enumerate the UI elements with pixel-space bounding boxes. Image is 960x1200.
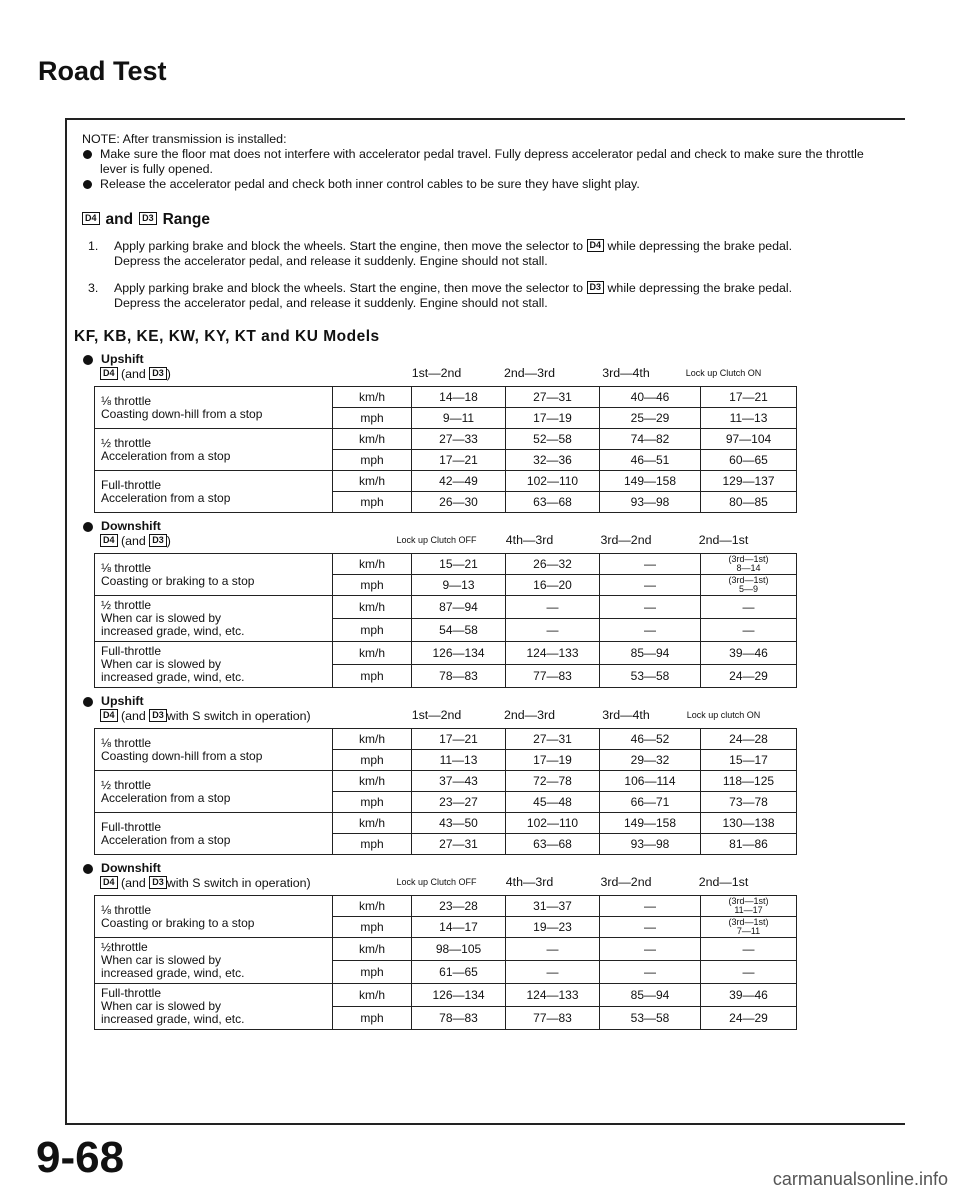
- section-subtitle: D4 (and D3 with S switch in operation): [82, 876, 390, 891]
- table-row: [95, 642, 797, 665]
- value-cell: —: [701, 619, 797, 642]
- value-cell: 26—32: [506, 554, 600, 575]
- value-cell: 17—19: [506, 750, 600, 771]
- unit-cell: km/h: [333, 729, 412, 750]
- gear-d4-icon: D4: [100, 709, 118, 722]
- value-cell: 130—138: [701, 813, 797, 834]
- section-header: [82, 694, 892, 724]
- gear-d3-icon: D3: [149, 876, 167, 889]
- range-heading: D4 and D3 Range: [82, 212, 892, 227]
- value-cell: 27—33: [412, 429, 506, 450]
- unit-cell: mph: [333, 961, 412, 984]
- value-cell: 39—46: [701, 984, 797, 1007]
- value-cell: —: [600, 961, 701, 984]
- value-cell: 45—48: [506, 792, 600, 813]
- value-cell: 17—21: [412, 450, 506, 471]
- value-cell: 40—46: [600, 387, 701, 408]
- bullet-icon: [83, 697, 93, 707]
- unit-cell: mph: [333, 408, 412, 429]
- value-cell: 129—137: [701, 471, 797, 492]
- value-cell: 46—52: [600, 729, 701, 750]
- value-cell: 11—13: [701, 408, 797, 429]
- value-cell: 126—134: [412, 984, 506, 1007]
- frame-left-rule: [65, 118, 67, 1123]
- value-cell: 106—114: [600, 771, 701, 792]
- value-cell: 31—37: [506, 896, 600, 917]
- value-cell: —: [600, 938, 701, 961]
- page-title: Road Test: [38, 56, 167, 86]
- value-cell: —: [600, 575, 701, 596]
- condition-cell: Full-throttle Acceleration from a stop: [95, 471, 333, 513]
- value-cell: 149—158: [600, 471, 701, 492]
- value-cell: 53—58: [600, 1007, 701, 1030]
- column-header: Lock up Clutch OFF: [396, 535, 477, 545]
- value-cell: 74—82: [600, 429, 701, 450]
- value-cell: 42—49: [412, 471, 506, 492]
- value-cell: —: [701, 938, 797, 961]
- condition-cell: Full-throttle Acceleration from a stop: [95, 813, 333, 855]
- value-cell: 53—58: [600, 665, 701, 688]
- table-row: [95, 938, 797, 961]
- value-cell: 43—50: [412, 813, 506, 834]
- value-cell: 66—71: [600, 792, 701, 813]
- unit-cell: km/h: [333, 984, 412, 1007]
- table-row: [95, 387, 797, 408]
- value-cell: 24—29: [701, 1007, 797, 1030]
- column-header: Lock up Clutch ON: [685, 368, 762, 378]
- value-cell: 85—94: [600, 642, 701, 665]
- shift-speed-sections: [82, 352, 892, 1030]
- value-cell: —: [600, 619, 701, 642]
- table-row: [95, 554, 797, 575]
- value-cell: 78—83: [412, 1007, 506, 1030]
- unit-cell: km/h: [333, 387, 412, 408]
- condition-cell: Full-throttle When car is slowed by increased grade, wind, etc.: [95, 984, 333, 1030]
- gear-d3-icon: D3: [587, 281, 605, 294]
- value-cell: —: [506, 938, 600, 961]
- value-cell: 24—28: [701, 729, 797, 750]
- value-cell: 27—31: [412, 834, 506, 855]
- value-cell: 27—31: [506, 729, 600, 750]
- value-cell: 77—83: [506, 665, 600, 688]
- section-title: Downshift: [82, 519, 390, 534]
- column-header: 3rd—4th: [602, 708, 650, 722]
- column-header: 2nd—1st: [698, 533, 749, 547]
- value-cell: 60—65: [701, 450, 797, 471]
- bullet-icon: [83, 180, 92, 189]
- value-cell: —: [600, 896, 701, 917]
- gear-d4-icon: D4: [587, 239, 605, 252]
- gear-d3-icon: D3: [139, 212, 157, 225]
- unit-cell: mph: [333, 750, 412, 771]
- value-cell: 149—158: [600, 813, 701, 834]
- unit-cell: km/h: [333, 771, 412, 792]
- value-cell: —: [701, 596, 797, 619]
- table-row: [95, 471, 797, 492]
- value-cell: 9—13: [412, 575, 506, 596]
- value-cell: 32—36: [506, 450, 600, 471]
- value-cell: 72—78: [506, 771, 600, 792]
- column-header: 3rd—2nd: [600, 875, 652, 889]
- gear-d3-icon: D3: [149, 709, 167, 722]
- value-cell: 93—98: [600, 492, 701, 513]
- unit-cell: km/h: [333, 896, 412, 917]
- gear-d4-icon: D4: [82, 212, 100, 225]
- value-cell: 124—133: [506, 984, 600, 1007]
- value-cell: 124—133: [506, 642, 600, 665]
- value-cell: (3rd—1st) 11—17: [701, 896, 797, 917]
- gear-d3-icon: D3: [149, 534, 167, 547]
- value-cell: 14—18: [412, 387, 506, 408]
- section-subtitle: D4 (and D3 with S switch in operation): [82, 709, 390, 724]
- bullet-icon: [83, 355, 93, 365]
- note-bullet: Make sure the floor mat does not interfere with accelerator pedal travel. Fully depress accelerator pedal and check to make sure the throttle lever is fully opened.: [82, 147, 892, 177]
- value-cell: —: [506, 596, 600, 619]
- value-cell: 78—83: [412, 665, 506, 688]
- shift-speed-table: [94, 386, 797, 513]
- value-cell: 25—29: [600, 408, 701, 429]
- value-cell: 63—68: [506, 834, 600, 855]
- value-cell: 80—85: [701, 492, 797, 513]
- unit-cell: mph: [333, 619, 412, 642]
- unit-cell: km/h: [333, 554, 412, 575]
- value-cell: 73—78: [701, 792, 797, 813]
- step-item: 3. Apply parking brake and block the wheels. Start the engine, then move the selector to D3 while depressing the brake pedal. Depress the accelerator pedal, and release it suddenly. Engine should not stall.: [88, 281, 793, 310]
- value-cell: 14—17: [412, 917, 506, 938]
- table-row: [95, 729, 797, 750]
- watermark: carmanualsonline.info: [772, 1169, 948, 1189]
- column-header: 3rd—2nd: [600, 533, 652, 547]
- unit-cell: mph: [333, 917, 412, 938]
- gear-d4-icon: D4: [100, 367, 118, 380]
- column-header: 3rd—4th: [602, 366, 650, 380]
- value-cell: —: [701, 961, 797, 984]
- step-item: 1. Apply parking brake and block the wheels. Start the engine, then move the selector to D4 while depressing the brake pedal. Depress the accelerator pedal, and release it suddenly. Engine should not stall.: [88, 239, 793, 268]
- value-cell: 23—27: [412, 792, 506, 813]
- gear-d3-icon: D3: [149, 367, 167, 380]
- value-cell: 85—94: [600, 984, 701, 1007]
- unit-cell: mph: [333, 1007, 412, 1030]
- value-cell: (3rd—1st) 8—14: [701, 554, 797, 575]
- value-cell: 54—58: [412, 619, 506, 642]
- value-cell: 15—21: [412, 554, 506, 575]
- value-cell: 17—21: [412, 729, 506, 750]
- value-cell: —: [600, 596, 701, 619]
- frame-top-rule: [65, 118, 905, 120]
- value-cell: —: [506, 619, 600, 642]
- unit-cell: km/h: [333, 596, 412, 619]
- value-cell: 46—51: [600, 450, 701, 471]
- unit-cell: mph: [333, 575, 412, 596]
- unit-cell: mph: [333, 792, 412, 813]
- column-header: Lock up Clutch OFF: [396, 877, 477, 887]
- note-bullet: Release the accelerator pedal and check both inner control cables to be sure they have slight play.: [82, 177, 892, 192]
- condition-cell: ½ throttle When car is slowed by increased grade, wind, etc.: [95, 596, 333, 642]
- value-cell: 93—98: [600, 834, 701, 855]
- value-cell: (3rd—1st) 7—11: [701, 917, 797, 938]
- condition-cell: ⅛ throttle Coasting or braking to a stop: [95, 554, 333, 596]
- column-header: 4th—3rd: [505, 533, 554, 547]
- condition-cell: ½throttle When car is slowed by increased grade, wind, etc.: [95, 938, 333, 984]
- unit-cell: km/h: [333, 813, 412, 834]
- value-cell: 102—110: [506, 813, 600, 834]
- bullet-icon: [83, 864, 93, 874]
- page-number: 9-68: [36, 1133, 125, 1182]
- value-cell: 98—105: [412, 938, 506, 961]
- unit-cell: km/h: [333, 938, 412, 961]
- table-row: [95, 596, 797, 619]
- column-header: 2nd—3rd: [504, 366, 555, 380]
- section-title: Upshift: [82, 694, 390, 709]
- value-cell: 52—58: [506, 429, 600, 450]
- value-cell: 23—28: [412, 896, 506, 917]
- value-cell: —: [600, 917, 701, 938]
- value-cell: (3rd—1st) 5—9: [701, 575, 797, 596]
- unit-cell: km/h: [333, 642, 412, 665]
- value-cell: 29—32: [600, 750, 701, 771]
- value-cell: 11—13: [412, 750, 506, 771]
- section-title: Downshift: [82, 861, 390, 876]
- column-header: 4th—3rd: [505, 875, 554, 889]
- frame-bottom-rule: [65, 1123, 905, 1125]
- column-header: 1st—2nd: [411, 366, 462, 380]
- condition-cell: ½ throttle Acceleration from a stop: [95, 429, 333, 471]
- value-cell: 77—83: [506, 1007, 600, 1030]
- value-cell: 16—20: [506, 575, 600, 596]
- bullet-icon: [83, 150, 92, 159]
- shift-speed-table: [94, 728, 797, 855]
- value-cell: 24—29: [701, 665, 797, 688]
- column-header: 2nd—1st: [698, 875, 749, 889]
- unit-cell: km/h: [333, 471, 412, 492]
- value-cell: 19—23: [506, 917, 600, 938]
- value-cell: 61—65: [412, 961, 506, 984]
- condition-cell: ½ throttle Acceleration from a stop: [95, 771, 333, 813]
- unit-cell: mph: [333, 450, 412, 471]
- shift-speed-table: [94, 895, 797, 1030]
- models-heading: KF, KB, KE, KW, KY, KT and KU Models: [74, 328, 380, 345]
- value-cell: 26—30: [412, 492, 506, 513]
- section-subtitle: D4 (and D3 ): [82, 534, 390, 549]
- section-header: [82, 352, 892, 382]
- table-row: [95, 813, 797, 834]
- value-cell: 9—11: [412, 408, 506, 429]
- condition-cell: ⅛ throttle Coasting or braking to a stop: [95, 896, 333, 938]
- table-row: [95, 984, 797, 1007]
- table-row: [95, 771, 797, 792]
- condition-cell: ⅛ throttle Coasting down-hill from a stop: [95, 387, 333, 429]
- value-cell: 126—134: [412, 642, 506, 665]
- value-cell: 81—86: [701, 834, 797, 855]
- shift-speed-table: [94, 553, 797, 688]
- section-title: Upshift: [82, 352, 390, 367]
- bullet-icon: [83, 522, 93, 532]
- value-cell: 17—19: [506, 408, 600, 429]
- table-row: [95, 896, 797, 917]
- section-header: [82, 861, 892, 891]
- condition-cell: Full-throttle When car is slowed by increased grade, wind, etc.: [95, 642, 333, 688]
- value-cell: 17—21: [701, 387, 797, 408]
- page-content: [74, 132, 892, 1036]
- value-cell: 63—68: [506, 492, 600, 513]
- value-cell: 39—46: [701, 642, 797, 665]
- value-cell: 27—31: [506, 387, 600, 408]
- value-cell: 102—110: [506, 471, 600, 492]
- value-cell: —: [506, 961, 600, 984]
- gear-d4-icon: D4: [100, 534, 118, 547]
- section-subtitle: D4 (and D3 ): [82, 367, 390, 382]
- table-row: [95, 429, 797, 450]
- gear-d4-icon: D4: [100, 876, 118, 889]
- column-header: 2nd—3rd: [504, 708, 555, 722]
- unit-cell: km/h: [333, 429, 412, 450]
- column-header: 1st—2nd: [411, 708, 462, 722]
- unit-cell: mph: [333, 665, 412, 688]
- note-block: [82, 132, 892, 192]
- condition-cell: ⅛ throttle Coasting down-hill from a stop: [95, 729, 333, 771]
- unit-cell: mph: [333, 492, 412, 513]
- value-cell: 118—125: [701, 771, 797, 792]
- unit-cell: mph: [333, 834, 412, 855]
- column-header: Lock up clutch ON: [686, 710, 761, 720]
- note-heading: NOTE: After transmission is installed:: [82, 132, 287, 146]
- value-cell: —: [600, 554, 701, 575]
- value-cell: 15—17: [701, 750, 797, 771]
- section-header: [82, 519, 892, 549]
- value-cell: 37—43: [412, 771, 506, 792]
- value-cell: 87—94: [412, 596, 506, 619]
- value-cell: 97—104: [701, 429, 797, 450]
